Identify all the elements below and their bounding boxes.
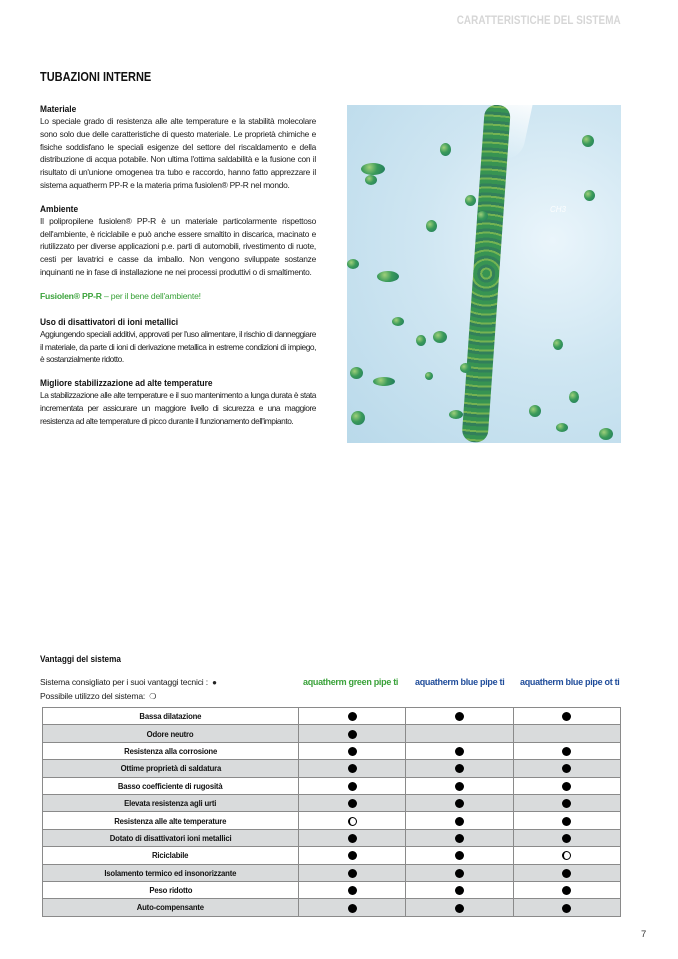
filled-circle-icon [562,817,571,826]
table-row [43,777,621,794]
pellet [556,423,568,432]
pellets-photo [347,105,621,443]
filled-circle-icon [455,904,464,913]
pellet [477,211,488,221]
row-label-cell [43,742,299,759]
filled-circle-icon [348,904,357,913]
pellet [351,411,365,425]
table-row [43,742,621,759]
filled-circle-icon [455,869,464,878]
column-header-blue-pipe: aquatherm blue pipe ti [415,677,505,687]
pellet [529,405,541,417]
filled-circle-icon [455,886,464,895]
row-label: Bassa dilatazione [139,711,202,722]
rating-cell [299,881,406,898]
row-label: Auto-compensante [136,902,205,913]
filled-circle-icon [348,712,357,721]
row-label-cell [43,708,299,725]
pellet [347,259,359,269]
row-label-cell [43,847,299,864]
open-circle-icon: ❍ [149,691,157,701]
section-heading: Materiale [40,104,77,114]
filled-circle-icon [562,782,571,791]
filled-circle-icon [455,851,464,860]
row-label: Riciclabile [152,850,189,861]
filled-circle-icon [455,747,464,756]
rating-cell [513,864,620,881]
row-label: Ottime proprietà di saldatura [120,763,221,774]
column-header-green-pipe: aquatherm green pipe ti [303,677,399,687]
rating-cell [406,708,513,725]
filled-circle-icon: ● [212,678,217,687]
section-disattivatori [40,316,316,366]
row-label-cell [43,760,299,777]
table-row [43,881,621,898]
section-materiale [40,103,316,192]
row-label-cell [43,829,299,846]
column-headers [297,677,627,691]
legend-possible [40,690,217,704]
filled-circle-icon [562,747,571,756]
section-body: Aggiungendo speciali additivi, approvati per l'uso alimentare, il rischio di danneggiare il materiale, da parte di ioni di derivazione metallica in estreme condizioni di impiego, è sostanzialmente ridotto. [40,328,316,365]
rating-cell [299,794,406,811]
advantages-table [42,707,621,917]
table-row [43,899,621,916]
filled-circle-icon [562,869,571,878]
rating-cell [299,777,406,794]
row-label: Peso ridotto [149,885,192,896]
pellet [392,317,404,326]
rating-cell [406,742,513,759]
rating-cell [513,708,620,725]
text-column [40,103,316,439]
pellet [433,331,447,343]
section-body: Lo speciale grado di resistenza alle alte temperature e la stabilità molecolare sono solo due delle caratteristiche di questo materiale. Le proprietà chimiche e fisiche soddisfano le speciali esigenze del settore del riscaldamento e della distribuzione di acqua potabile. Non ultima l'ottima saldabilità e la fusione con il risultato di un'unione omogenea tra tubo e raccordo, hanno fatto apprezzare il sistema aquatherm PP-R e la materia prima fusiolen® PP-R nel mondo. [40,116,316,190]
rating-cell [513,742,620,759]
legend-possible-text: Possibile utilizzo del sistema: [40,690,146,701]
rating-cell [299,742,406,759]
pellet [426,220,437,232]
section-stabilizzazione [40,377,316,427]
filled-circle-icon [348,869,357,878]
legend [40,676,217,703]
pellet [553,339,563,350]
filled-circle-icon [348,799,357,808]
table-row [43,725,621,742]
rating-cell [513,829,620,846]
row-label: Basso coefficiente di rugosità [118,780,223,791]
page-title: TUBAZIONI INTERNE [40,70,152,84]
table-row [43,760,621,777]
rating-cell [299,760,406,777]
table-row [43,708,621,725]
pellet [582,135,594,147]
filled-circle-icon [348,747,357,756]
filled-circle-icon [562,904,571,913]
rating-cell [513,725,620,742]
pellet [377,271,399,282]
open-circle-icon [562,851,571,860]
rating-cell [513,881,620,898]
section-body: Il polipropilene fusiolen® PP-R è un materiale particolarmente rispettoso dell'ambiente, è riciclabile e può anche essere smaltito in discarica, macinato e riutilizzato per diverse applicazioni p.e. parti di automobili, rivestimento di ruote, cesti per lavatrici e casse da imballo. Non vengono sviluppate sostanze inquinanti ne in fase di installazione ne nei processi produttivi o di smaltimento. [40,215,316,277]
rating-cell [406,760,513,777]
pellet [416,335,426,346]
legend-recommended [40,676,217,690]
table-row [43,864,621,881]
rating-cell [406,777,513,794]
filled-circle-icon [455,799,464,808]
filled-circle-icon [562,886,571,895]
slogan [40,290,316,302]
rating-cell [406,725,513,742]
row-label: Dotato di disattivatori ioni metallici [109,832,232,843]
pellet [365,175,377,185]
filled-circle-icon [348,886,357,895]
filled-circle-icon [348,782,357,791]
rating-cell [513,847,620,864]
rating-cell [299,725,406,742]
row-label-cell [43,864,299,881]
row-label-cell [43,794,299,811]
section-ambiente [40,203,316,279]
rating-cell [406,829,513,846]
filled-circle-icon [562,764,571,773]
rating-cell [513,794,620,811]
rating-cell [513,760,620,777]
table-row [43,847,621,864]
row-label: Resistenza alla corrosione [124,745,217,756]
open-circle-icon [348,817,357,826]
row-label-cell [43,899,299,916]
pellet [449,410,463,419]
filled-circle-icon [455,834,464,843]
row-label-cell [43,777,299,794]
section-body: La stabilizzazione alle alte temperature e il suo mantenimento a lunga durata è stata incrementata per assicurare un maggiore livello di sicurezza e una maggiore resistenza ad alte temperature di picco durante il funzionamento dell'impianto. [40,390,316,426]
row-label-cell [43,812,299,829]
pellet-stream [461,105,511,443]
rating-cell [299,864,406,881]
filled-circle-icon [348,730,357,739]
table-row [43,829,621,846]
pellet [599,428,613,440]
pellet [373,377,395,386]
row-label: Isolamento termico ed insonorizzante [104,867,237,878]
section-heading: Ambiente [40,203,79,214]
rating-cell [299,829,406,846]
rating-cell [513,777,620,794]
running-head: CARATTERISTICHE DEL SISTEMA [456,15,621,27]
pellet [350,367,363,379]
filled-circle-icon [562,799,571,808]
rating-cell [406,881,513,898]
pellet [440,143,451,156]
advantages-title: Vantaggi del sistema [40,654,121,664]
rating-cell [406,864,513,881]
legend-recommended-text: Sistema consigliato per i suoi vantaggi tecnici : [40,677,208,687]
filled-circle-icon [562,712,571,721]
filled-circle-icon [348,764,357,773]
filled-circle-icon [348,851,357,860]
filled-circle-icon [455,764,464,773]
rating-cell [299,899,406,916]
rating-cell [406,847,513,864]
pellet [569,391,579,403]
filled-circle-icon [348,834,357,843]
page-number: 7 [641,929,647,940]
pellet [584,190,595,201]
pellet [361,163,385,175]
row-label: Odore neutro [147,728,194,739]
rating-cell [299,708,406,725]
slogan-brand: Fusiolen® PP-R [40,290,102,301]
filled-circle-icon [455,817,464,826]
filled-circle-icon [562,834,571,843]
pellet [460,363,471,373]
rating-cell [513,812,620,829]
table-row [43,812,621,829]
slogan-text: – per il bene dell'ambiente! [101,290,201,301]
pellet [425,372,433,380]
row-label-cell [43,725,299,742]
rating-cell [406,794,513,811]
rating-cell [299,847,406,864]
row-label-cell [43,881,299,898]
pellet [465,195,476,206]
ch3-label: CH3 [550,205,567,214]
row-label: Elevata resistenza agli urti [124,798,217,809]
rating-cell [299,812,406,829]
row-label: Resistenza alle alte temperature [114,815,227,826]
rating-cell [513,899,620,916]
column-header-blue-pipe-ot: aquatherm blue pipe ot ti [520,677,620,687]
section-heading: Migliore stabilizzazione ad alte temperature [40,378,213,389]
rating-cell [406,812,513,829]
filled-circle-icon [455,782,464,791]
section-heading: Uso di disattivatori di ioni metallici [40,316,179,327]
table-row [43,794,621,811]
filled-circle-icon [455,712,464,721]
rating-cell [406,899,513,916]
